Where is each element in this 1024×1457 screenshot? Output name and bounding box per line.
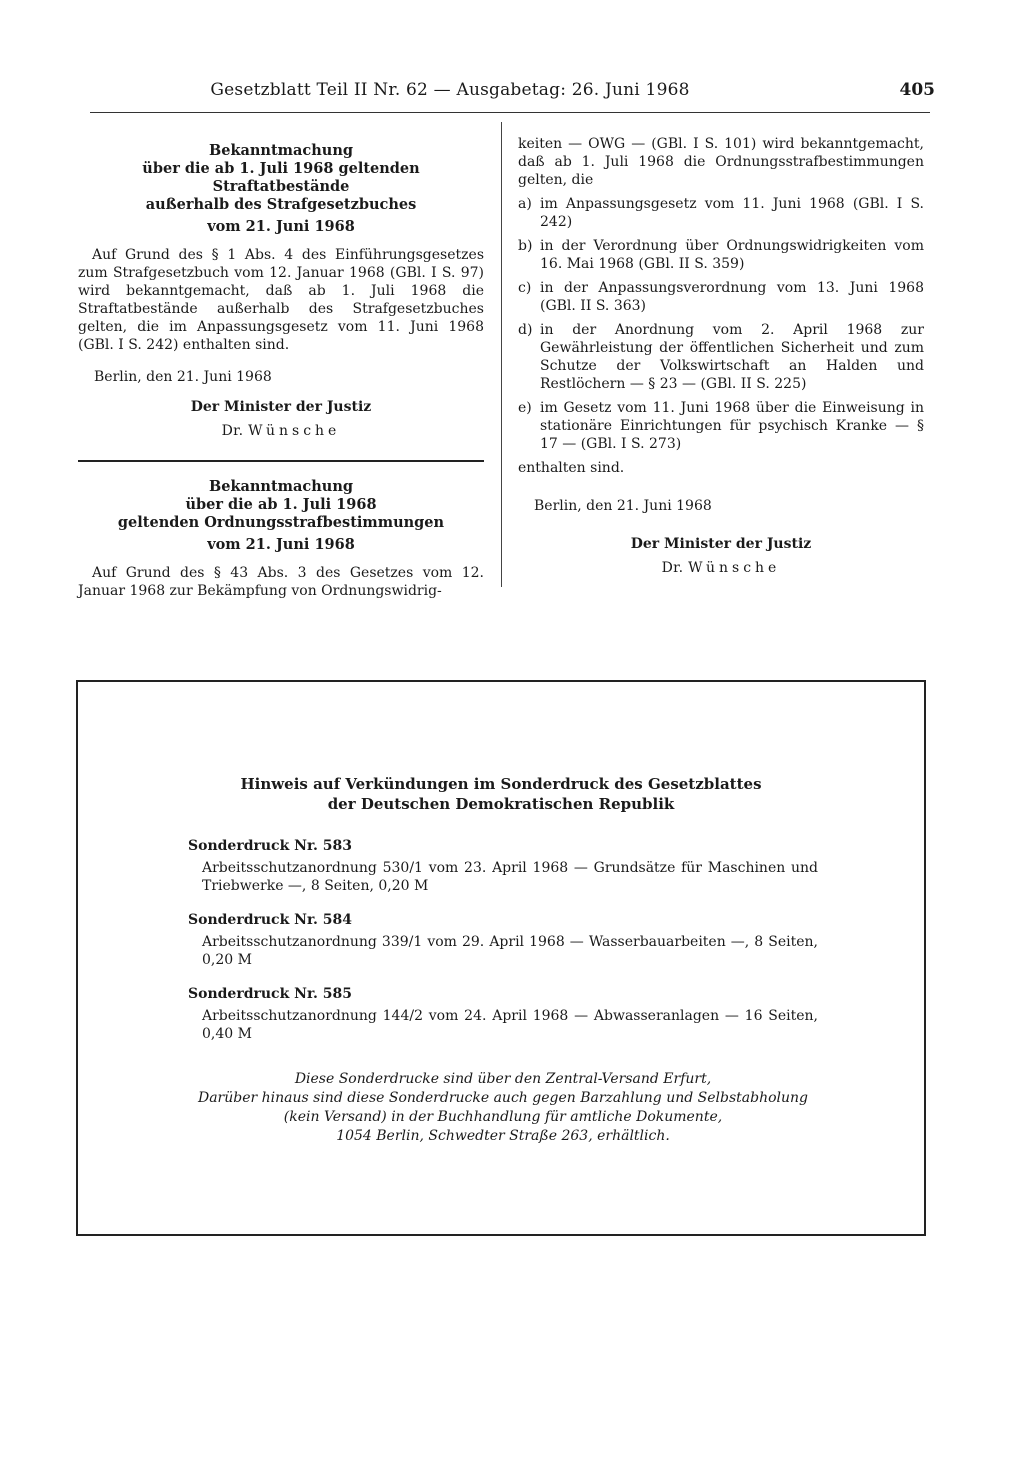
entry-head: Sonderdruck Nr. 583 xyxy=(188,838,353,854)
sonderdruck-entry xyxy=(188,985,818,1043)
list-item-text: im Anpassungsgesetz vom 11. Juni 1968 (GBl. I S. 242) xyxy=(540,196,924,230)
notice1-signer-prefix: Dr. xyxy=(221,423,244,439)
notice2-signer-name: Wünsche xyxy=(688,560,781,576)
list-item-text: in der Anpassungsverordnung vom 13. Juni 1968 (GBl. II S. 363) xyxy=(540,280,924,314)
box-title-line2: der Deutschen Demokratischen Republik xyxy=(327,795,675,813)
entry-desc: Arbeitsschutzanordnung 144/2 vom 24. April 1968 — Abwasseranlagen — 16 Seiten, 0,40 M xyxy=(202,1008,818,1042)
notice2-item-list xyxy=(518,195,924,453)
notice1-date: vom 21. Juni 1968 xyxy=(207,218,355,235)
list-item-text: im Gesetz vom 11. Juni 1968 über die Einweisung in stationäre Einrichtungen für psychisch Kranke — § 17 — (GBl. I S. 273) xyxy=(540,400,924,452)
list-item-marker: a) xyxy=(518,196,532,212)
list-item-marker: c) xyxy=(518,280,532,296)
list-item xyxy=(518,321,924,393)
notice-straftatbestaende xyxy=(78,142,484,440)
notice1-title-line3: außerhalb des Strafgesetzbuches xyxy=(145,196,417,213)
notice2-signer-title: Der Minister der Justiz xyxy=(630,536,812,552)
box-title-line1: Hinweis auf Verkündungen im Sonderdruck des Gesetzblattes xyxy=(240,775,762,793)
box-title xyxy=(78,774,924,814)
left-column xyxy=(78,142,484,600)
list-item-text: in der Verordnung über Ordnungswidrigkeiten vom 16. Mai 1968 (GBl. II S. 359) xyxy=(540,238,924,272)
page-number: 405 xyxy=(899,80,935,100)
running-header: Gesetzblatt Teil II Nr. 62 — Ausgabetag: 26. Juni 1968 xyxy=(210,80,690,100)
entry-desc: Arbeitsschutzanordnung 530/1 vom 23. April 1968 — Grundsätze für Maschinen und Triebwerke —, 8 Seiten, 0,20 M xyxy=(202,860,818,894)
list-item-text: in der Anordnung vom 2. April 1968 zur Gewährleistung der öffentlichen Sicherheit und zum Schutze der Volkswirtschaft an Halden und Restlöchern — § 23 — (GBl. II S. 225) xyxy=(540,322,924,392)
entry-head: Sonderdruck Nr. 584 xyxy=(188,912,353,928)
box-footer-line2: Darüber hinaus sind diese Sonderdrucke auch gegen Barzahlung und Selbstabholung xyxy=(197,1090,809,1106)
section-rule xyxy=(78,460,484,462)
notice2-signer xyxy=(518,559,924,577)
entry-head: Sonderdruck Nr. 585 xyxy=(188,986,353,1002)
sonderdruck-entries xyxy=(188,837,818,1059)
column-divider xyxy=(501,122,502,587)
notice2-body-start: Auf Grund des § 43 Abs. 3 des Gesetzes vom 12. Januar 1968 zur Bekämpfung von Ordnungswidrig- xyxy=(78,565,484,599)
notice1-title-line2: über die ab 1. Juli 1968 geltenden Straftatbestände xyxy=(142,160,420,195)
right-column xyxy=(518,135,924,577)
list-item xyxy=(518,237,924,273)
notice1-signer xyxy=(78,422,484,440)
sonderdruck-entry xyxy=(188,837,818,895)
notice1-place-date: Berlin, den 21. Juni 1968 xyxy=(94,369,272,385)
box-footer-line1: Diese Sonderdrucke sind über den Zentral-Versand Erfurt, xyxy=(294,1071,712,1087)
list-item xyxy=(518,279,924,315)
notice1-title-line1: Bekanntmachung xyxy=(208,142,354,159)
notice1-body: Auf Grund des § 1 Abs. 4 des Einführungsgesetzes zum Strafgesetzbuch vom 12. Januar 1968 (GBl. I S. 97) wird bekanntgemacht, daß ab 1. Juli 1968 die Straftatbestände außerhalb des Strafgesetzbuches gelten, die im Anpassungsgesetz vom 11. Juni 1968 (GBl. I S. 242) enthalten sind. xyxy=(78,247,484,353)
box-footer xyxy=(178,1070,828,1146)
notice2-title-line1: Bekanntmachung xyxy=(208,478,354,495)
header-rule xyxy=(90,112,930,113)
list-item-marker: d) xyxy=(518,322,533,338)
notice1-signer-name: Wünsche xyxy=(248,423,341,439)
sonderdruck-entry xyxy=(188,911,818,969)
notice2-signer-prefix: Dr. xyxy=(661,560,684,576)
notice2-tail: enthalten sind. xyxy=(518,460,625,476)
notice2-title-line2: über die ab 1. Juli 1968 xyxy=(185,496,377,513)
notice2-date: vom 21. Juni 1968 xyxy=(207,536,355,553)
list-item-marker: e) xyxy=(518,400,532,416)
notice-ordnungsstrafbestimmungen xyxy=(78,478,484,600)
notice1-signer-title: Der Minister der Justiz xyxy=(190,399,372,415)
list-item-marker: b) xyxy=(518,238,533,254)
sonderdruck-notice-box xyxy=(76,680,926,1236)
notice2-title-line3: geltenden Ordnungsstrafbestimmungen xyxy=(117,514,445,531)
list-item xyxy=(518,399,924,453)
list-item xyxy=(518,195,924,231)
notice2-body-continued: keiten — OWG — (GBl. I S. 101) wird bekanntgemacht, daß ab 1. Juli 1968 die Ordnungsstrafbestimmungen gelten, die xyxy=(518,136,924,188)
box-footer-line3: (kein Versand) in der Buchhandlung für amtliche Dokumente, xyxy=(283,1109,723,1125)
notice2-place-date: Berlin, den 21. Juni 1968 xyxy=(534,498,712,514)
box-footer-line4: 1054 Berlin, Schwedter Straße 263, erhältlich. xyxy=(336,1128,670,1144)
entry-desc: Arbeitsschutzanordnung 339/1 vom 29. April 1968 — Wasserbauarbeiten —, 8 Seiten, 0,20 M xyxy=(202,934,818,968)
